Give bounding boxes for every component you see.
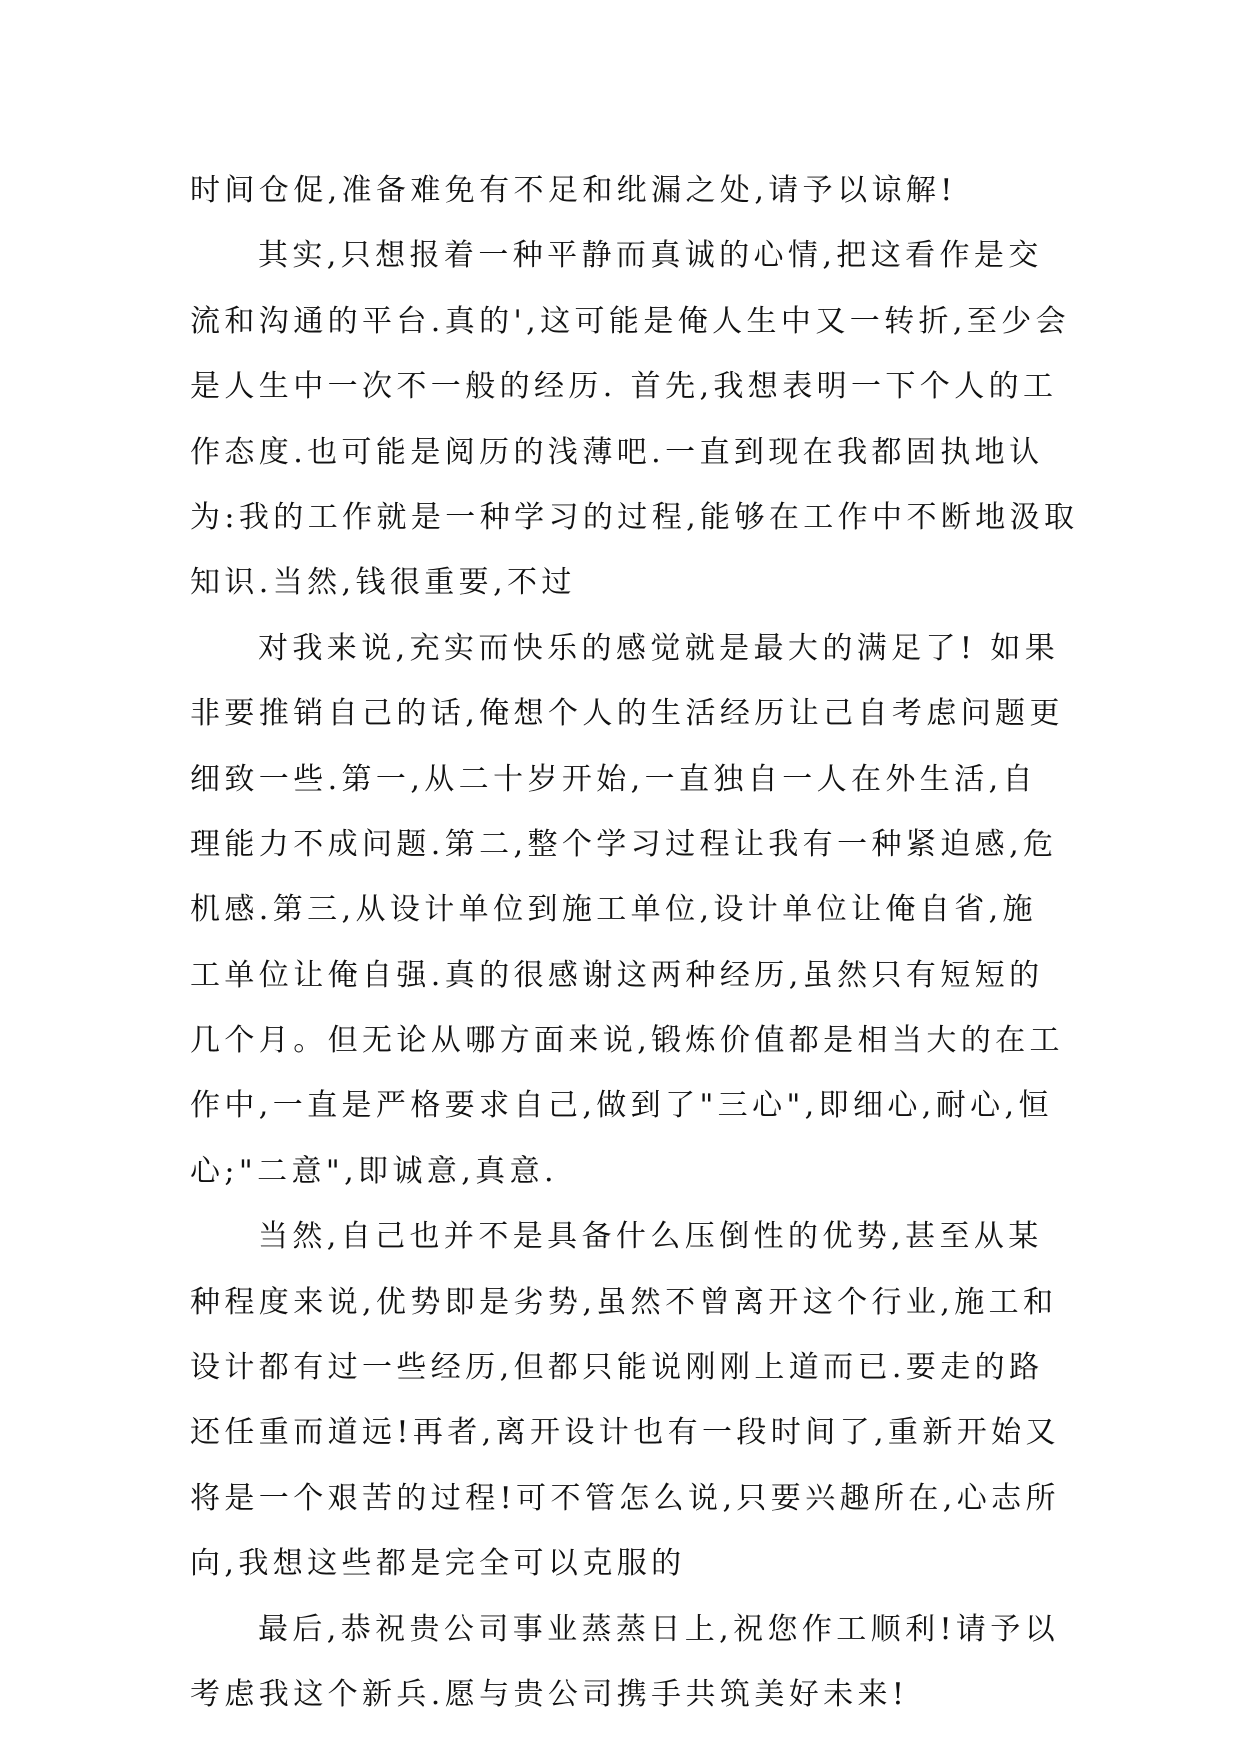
text-line: 作态度.也可能是阅历的浅薄吧.一直到现在我都固执地认 [190,434,1044,470]
text-line: 理能力不成问题.第二,整个学习过程让我有一种紧迫感,危 [190,826,1058,862]
text-line: 还任重而道远!再者,离开设计也有一段时间了,重新开始又 [190,1415,1060,1451]
text-line: 几个月。但无论从哪方面来说,锻炼价值都是相当大的在工 [190,1023,1064,1059]
paragraph-first-line: 当然,自己也并不是具备什么压倒性的优势,甚至从某 [258,1219,1043,1255]
text-line: 将是一个艰苦的过程!可不管怎么说,只要兴趣所在,心志所 [190,1480,1060,1516]
text-line: 为:我的工作就是一种学习的过程,能够在工作中不断地汲取 [190,499,1079,535]
text-line: 种程度来说,优势即是劣势,虽然不曾离开这个行业,施工和 [190,1284,1058,1320]
text-line: 细致一些.第一,从二十岁开始,一直独自一人在外生活,自 [190,761,1037,797]
text-line: 知识.当然,钱很重要,不过 [190,565,576,601]
text-line: 设计都有过一些经历,但都只能说刚刚上道而已.要走的路 [190,1350,1044,1386]
text-line: 非要推销自己的话,俺想个人的生活经历让己自考虑问题更 [190,696,1064,732]
text-line: 作中,一直是严格要求自己,做到了"三心",即细心,耐心,恒 [190,1088,1053,1124]
paragraph-first-line: 最后,恭祝贵公司事业蒸蒸日上,祝您作工顺利!请予以 [258,1611,1060,1647]
text-line: 是人生中一次不一般的经历. 首先,我想表明一下个人的工 [190,369,1058,405]
document-body [190,158,1079,1727]
text-line: 向,我想这些都是完全可以克服的 [190,1546,686,1582]
text-line: 心;"二意",即诚意,真意. [190,1153,558,1189]
text-line: 流和沟通的平台.真的',这可能是俺人生中又一转折,至少会 [190,303,1071,339]
text-line: 工单位让俺自强.真的很感谢这两种经历,虽然只有短短的 [190,957,1044,993]
text-line: 时间仓促,准备难免有不足和纰漏之处,请予以谅解! [190,173,957,208]
text-line: 考虑我这个新兵.愿与贵公司携手共筑美好未来! [190,1676,909,1712]
text-line: 机感.第三,从设计单位到施工单位,设计单位让俺自省,施 [190,892,1037,928]
paragraph-first-line: 其实,只想报着一种平静而真诚的心情,把这看作是交 [258,238,1043,274]
paragraph-first-line: 对我来说,充实而快乐的感觉就是最大的满足了! 如果 [258,630,1060,666]
